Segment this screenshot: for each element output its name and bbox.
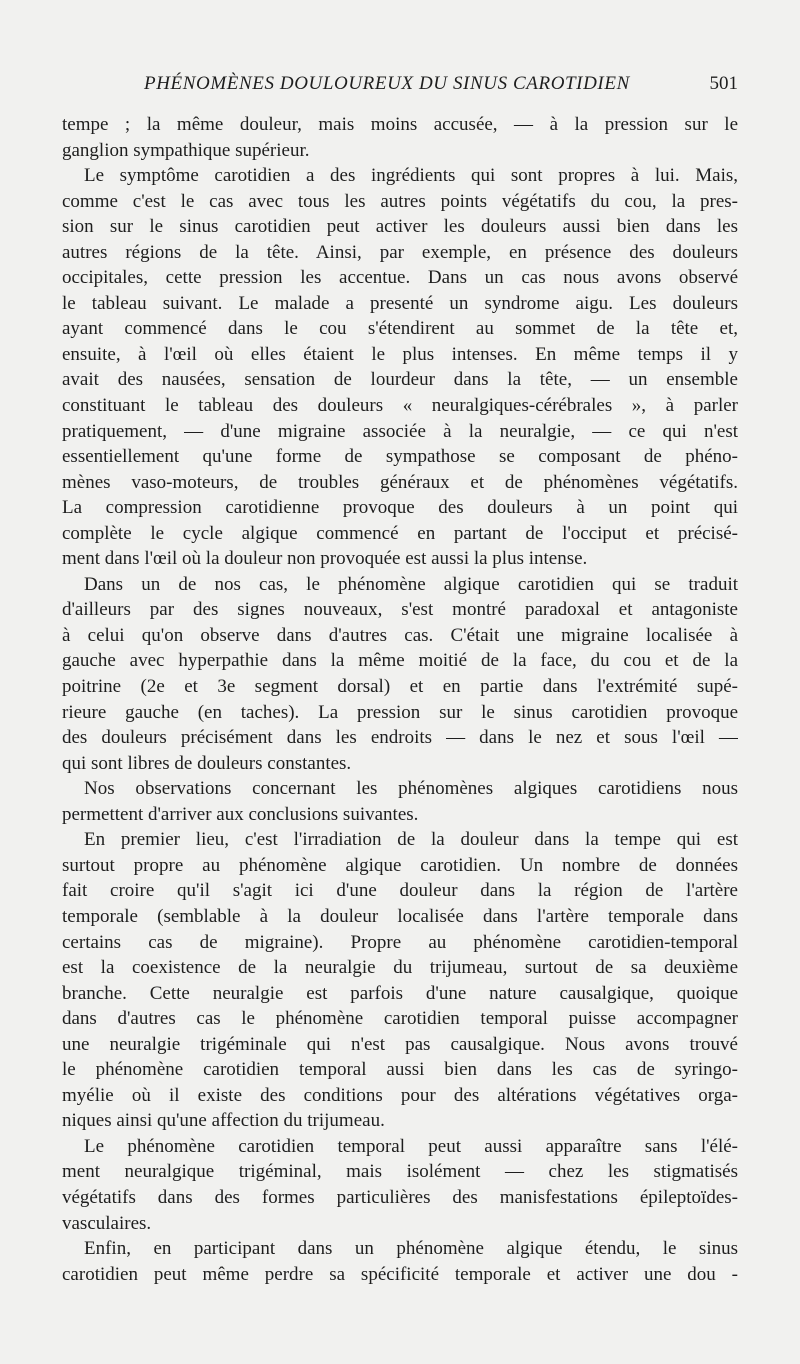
text-line: branche. Cette neuralgie est parfois d'une nature causalgique, quoique [62, 982, 738, 1004]
body-text [62, 112, 738, 1287]
text-line: ment neuralgique trigéminal, mais isolément — chez les stigmatisés [62, 1161, 738, 1183]
text-line: est la coexistence de la neuralgie du trijumeau, surtout de sa deuxième [62, 957, 738, 979]
text-line: ensuite, à l'œil où elles étaient le plus intenses. En même temps il y [62, 343, 738, 365]
text-line: Dans un de nos cas, le phénomène algique carotidien qui se traduit [84, 573, 738, 595]
running-title: PHÉNOMÈNES DOULOUREUX DU SINUS CAROTIDIEN [144, 73, 630, 94]
text-line: pratiquement, — d'une migraine associée à la neuralgie, — ce qui n'est [62, 420, 738, 442]
text-line: myélie où il existe des conditions pour des altérations végétatives orga- [62, 1084, 738, 1106]
text-line: occipitales, cette pression les accentue. Dans un cas nous avons observé [62, 267, 738, 289]
text-line: sion sur le sinus carotidien peut activer les douleurs aussi bien dans les [62, 216, 738, 238]
page-number: 501 [709, 73, 738, 94]
text-line: complète le cycle algique commencé en partant de l'occiput et précisé- [62, 522, 738, 544]
text-line: surtout propre au phénomène algique carotidien. Un nombre de données [62, 854, 738, 876]
text-line: Enfin, en participant dans un phénomène algique étendu, le sinus [84, 1238, 738, 1260]
text-line: temporale (semblable à la douleur localisée dans l'artère temporale dans [62, 905, 738, 927]
text-line: ganglion sympathique supérieur. [62, 139, 310, 161]
text-line: Le phénomène carotidien temporal peut aussi apparaître sans l'élé- [84, 1135, 738, 1157]
text-line: le tableau suivant. Le malade a presenté un syndrome aigu. Les douleurs [62, 292, 738, 314]
text-line: rieure gauche (en taches). La pression sur le sinus carotidien provoque [62, 701, 738, 723]
text-line: à celui qu'on observe dans d'autres cas. C'était une migraine localisée à [62, 624, 738, 646]
text-line: En premier lieu, c'est l'irradiation de la douleur dans la tempe qui est [84, 829, 738, 851]
text-line: La compression carotidienne provoque des douleurs à un point qui [62, 497, 738, 519]
text-line: vasculaires. [62, 1212, 152, 1234]
text-line: tempe ; la même douleur, mais moins accusée, — à la pression sur le [62, 114, 738, 135]
text-line: d'ailleurs par des signes nouveaux, s'est montré paradoxal et antagoniste [62, 599, 738, 621]
text-line: une neuralgie trigéminale qui n'est pas causalgique. Nous avons trouvé [62, 1033, 738, 1055]
text-line: végétatifs dans des formes particulières des manisfestations épileptoïdes- [62, 1186, 738, 1208]
text-line: autres régions de la tête. Ainsi, par exemple, en présence des douleurs [62, 241, 738, 263]
text-line: poitrine (2e et 3e segment dorsal) et en partie dans l'extrémité supé- [62, 676, 738, 698]
text-line: ayant commencé dans le cou s'étendirent au sommet de la tête et, [62, 318, 738, 340]
running-head [62, 73, 738, 101]
text-line: certains cas de migraine). Propre au phénomène carotidien-temporal [62, 931, 738, 953]
text-line: gauche avec hyperpathie dans la même moitié de la face, du cou et de la [62, 650, 738, 672]
text-line: qui sont libres de douleurs constantes. [62, 752, 352, 774]
text-line: avait des nausées, sensation de lourdeur dans la tête, — un ensemble [62, 369, 738, 391]
text-line: Nos observations concernant les phénomènes algiques carotidiens nous [84, 778, 738, 800]
text-line: niques ainsi qu'une affection du trijumeau. [62, 1110, 385, 1132]
text-line: le phénomène carotidien temporal aussi bien dans les cas de syringo- [62, 1059, 738, 1081]
text-line: Le symptôme carotidien a des ingrédients qui sont propres à lui. Mais, [84, 165, 738, 187]
text-line: constituant le tableau des douleurs « neuralgiques-cérébrales », à parler [62, 395, 738, 417]
text-line: mènes vaso-moteurs, de troubles généraux et de phénomènes végétatifs. [62, 471, 738, 493]
text-line: permettent d'arriver aux conclusions suivantes. [62, 803, 419, 825]
text-line: des douleurs précisément dans les endroits — dans le nez et sous l'œil — [62, 727, 738, 749]
text-line: comme c'est le cas avec tous les autres points végétatifs du cou, la pres- [62, 190, 738, 212]
text-line: dans d'autres cas le phénomène carotidien temporal puisse accompagner [62, 1008, 738, 1030]
text-line: ment dans l'œil où la douleur non provoquée est aussi la plus intense. [62, 548, 588, 570]
text-line: essentiellement qu'une forme de sympathose se composant de phéno- [62, 446, 738, 468]
text-line: fait croire qu'il s'agit ici d'une douleur dans la région de l'artère [62, 880, 738, 902]
text-line: carotidien peut même perdre sa spécificité temporale et activer une dou - [62, 1263, 738, 1285]
